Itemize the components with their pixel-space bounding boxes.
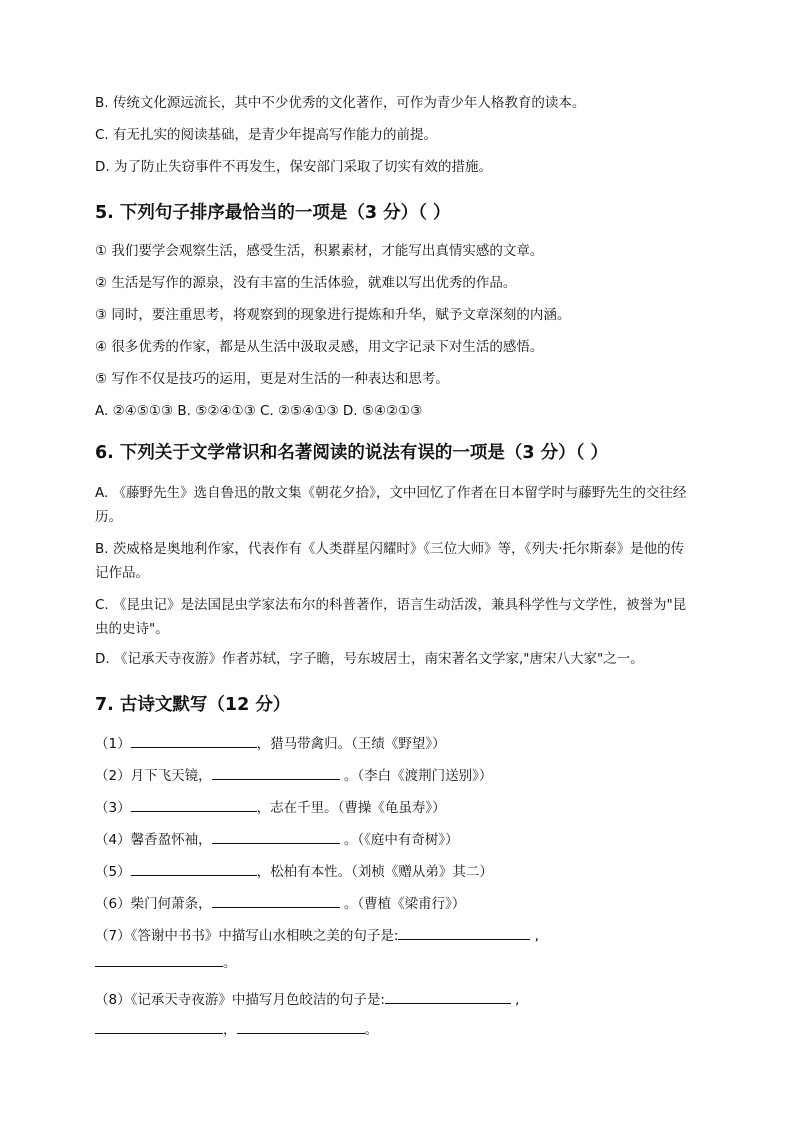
q7-item-1 <box>95 733 446 754</box>
q7-item-8-continued <box>95 1019 378 1040</box>
q7-item-6-suffix: 。（曹植《梁甫行》） <box>339 896 466 912</box>
q7-item-8-comma: , <box>510 992 520 1008</box>
q7-item-3 <box>95 797 446 818</box>
q7-item-4-suffix: 。（《庭中有奇树》） <box>339 832 459 848</box>
answer-blank[interactable] <box>131 797 257 812</box>
q7-item-4-prefix: （4）馨香盈怀袖， <box>95 832 212 848</box>
q5-sentence-2: ② 生活是写作的源泉，没有丰富的生活体验，就难以写出优秀的作品。 <box>95 275 517 291</box>
q6-option-c: C. 《昆虫记》是法国昆虫学家法布尔的科普著作，语言生动活泼，兼具科学性与文学性，被誉为"昆虫的史诗"。 <box>95 597 687 637</box>
q7-item-2-prefix: （2）月下飞天镜， <box>95 768 212 784</box>
q7-item-7-comma: , <box>530 928 539 944</box>
q6-option-d: D. 《记承天寺夜游》作者苏轼，字子瞻，号东坡居士，南宋著名文学家,"唐宋八大家"之一。 <box>95 651 644 667</box>
q7-item-8-sep: ， <box>223 1022 237 1038</box>
q5-sentence-4: ④ 很多优秀的作家，都是从生活中汲取灵感，用文字记录下对生活的感悟。 <box>95 339 544 355</box>
answer-blank[interactable] <box>95 1019 223 1034</box>
answer-blank[interactable] <box>237 1019 365 1034</box>
q5-sentence-5: ⑤ 写作不仅是技巧的运用，更是对生活的一种表达和思考。 <box>95 371 449 387</box>
q7-item-7-prefix: （7）《答谢中书书》中描写山水相映之美的句子是: <box>95 928 399 944</box>
q7-item-7-end: 。 <box>223 955 237 971</box>
q4-option-c: C. 有无扎实的阅读基础，是青少年提高写作能力的前提。 <box>95 127 438 143</box>
q7-item-2 <box>95 765 492 786</box>
q7-title: 7. 古诗文默写（12 分） <box>95 695 291 715</box>
answer-blank[interactable] <box>212 829 340 844</box>
q6-option-a: A. 《藤野先生》选自鲁迅的散文集《朝花夕拾》，文中回忆了作者在日本留学时与藤野先生的交往经历。 <box>95 485 687 525</box>
answer-blank[interactable] <box>212 765 340 780</box>
q7-item-6 <box>95 893 465 914</box>
answer-blank[interactable] <box>398 925 530 940</box>
q7-item-3-prefix: （3） <box>95 800 131 816</box>
q7-item-1-suffix: ，猎马带禽归。（王绩《野望》） <box>256 736 446 752</box>
q7-item-4 <box>95 829 459 850</box>
q7-item-2-suffix: 。（李白《渡荆门送别》） <box>339 768 493 784</box>
q7-item-7 <box>95 925 539 946</box>
q4-option-b: B. 传统文化源远流长，其中不少优秀的文化著作，可作为青少年人格教育的读本。 <box>95 95 586 111</box>
q7-item-3-suffix: ，志在千里。（曹操《龟虽寿》） <box>256 800 446 816</box>
q5-title: 5. 下列句子排序最恰当的一项是（3 分）（ ） <box>95 203 451 223</box>
q7-item-6-prefix: （6）柴门何萧条， <box>95 896 212 912</box>
q7-item-5-prefix: （5） <box>95 864 131 880</box>
q7-item-1-prefix: （1） <box>95 736 131 752</box>
q7-item-8-end: 。 <box>364 1022 378 1038</box>
answer-blank[interactable] <box>212 893 340 908</box>
answer-blank[interactable] <box>385 989 511 1004</box>
q6-option-b: B. 茨威格是奥地利作家，代表作有《人类群星闪耀时》《三位大师》等，《列夫·托尔斯泰》是他的传记作品。 <box>95 541 685 581</box>
q5-sentence-1: ① 我们要学会观察生活，感受生活，积累素材，才能写出真情实感的文章。 <box>95 243 544 259</box>
q7-item-5-suffix: ，松柏有本性。（刘桢《赠从弟》其二） <box>256 864 493 880</box>
q4-option-d: D. 为了防止失窃事件不再发生，保安部门采取了切实有效的措施。 <box>95 159 492 175</box>
answer-blank[interactable] <box>95 952 223 967</box>
q7-item-8 <box>95 989 519 1010</box>
q7-item-8-prefix: （8）《记承天寺夜游》中描写月色皎洁的句子是: <box>95 992 385 1008</box>
q5-sentence-3: ③ 同时，要注重思考，将观察到的现象进行提炼和升华，赋予文章深刻的内涵。 <box>95 307 571 323</box>
q7-item-5 <box>95 861 493 882</box>
answer-blank[interactable] <box>131 733 257 748</box>
answer-blank[interactable] <box>131 861 257 876</box>
q7-item-7-continued <box>95 952 237 973</box>
q6-title: 6. 下列关于文学常识和名著阅读的说法有误的一项是（3 分）（ ） <box>95 443 609 463</box>
q5-options: A. ②④⑤①③ B. ⑤②④①③ C. ②⑤④①③ D. ⑤④②①③ <box>95 403 423 419</box>
